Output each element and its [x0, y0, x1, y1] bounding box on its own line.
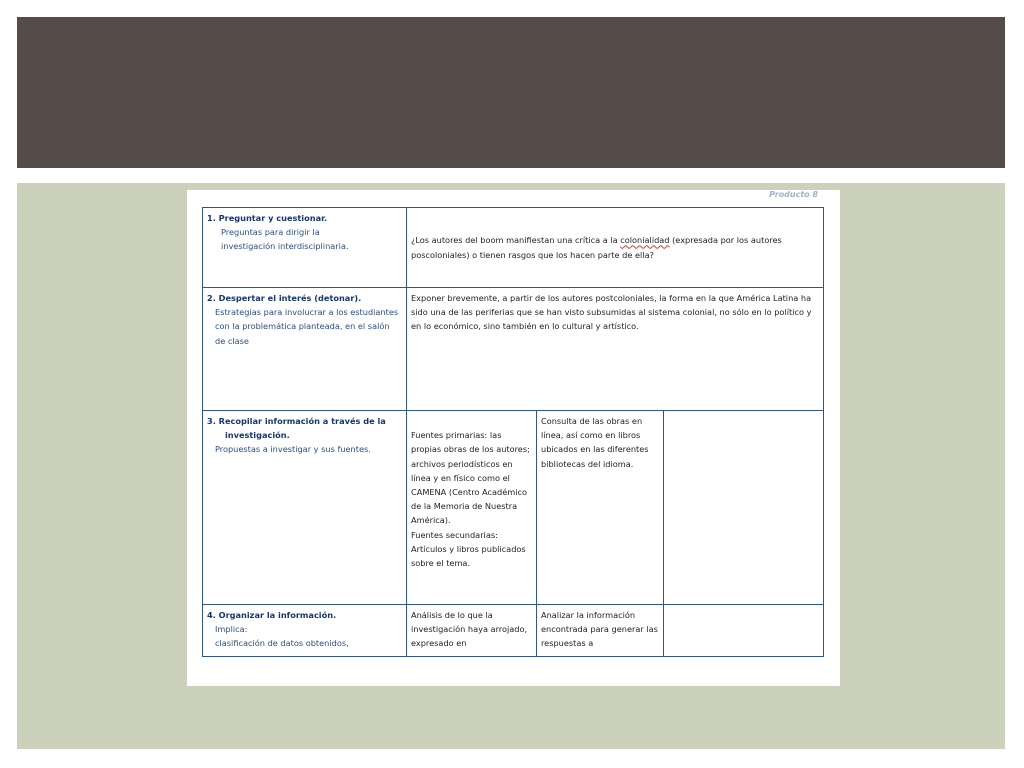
- row1-question-start: ¿Los autores del boom manifiestan una crítica a la: [411, 235, 621, 246]
- row3-title-line-2: investigación.: [225, 430, 290, 441]
- row4-col1-text: Análisis de lo que la investigación haya arrojado, expresado en: [411, 610, 528, 649]
- row3-col2-text: Consulta de las obras en línea, así como en libros ubicados en las diferentes bibliotecas del idioma.: [541, 416, 649, 469]
- planning-table: [202, 207, 824, 657]
- row1-content-cell: [407, 208, 824, 288]
- row4-col2-text: Analizar la información encontrada para generar las respuestas a: [541, 610, 658, 649]
- row3-col2-cell: [537, 411, 664, 605]
- row4-col3-cell: [664, 605, 824, 657]
- row1-subtitle-1: Preguntas para dirigir la: [221, 227, 320, 238]
- row4-subtitle-2: clasificación de datos obtenidos,: [215, 638, 349, 649]
- table-row: [203, 411, 824, 605]
- table-row: [203, 208, 824, 288]
- row1-label-cell: [203, 208, 407, 288]
- row2-content: Exponer brevemente, a partir de los autores postcoloniales, la forma en la que América Latina ha sido una de las periferias que se han visto subsumidas al sistema colonial, no sólo en lo político y en lo económico, sino también en lo cultural y artístico.: [411, 293, 812, 332]
- row1-title: 1. Preguntar y cuestionar.: [207, 213, 328, 223]
- row4-label-cell: [203, 605, 407, 657]
- row4-subtitle-1: Implica:: [215, 624, 248, 635]
- row3-col1-text: Fuentes primarias: las propias obras de los autores; archivos periodísticos en línea y en físico como el CAMENA (Centro Académico de la Memoria de Nuestra América). Fuentes secundarias: Artículos y libros publicados sobre el tema.: [411, 430, 530, 569]
- row3-col3-cell: [664, 411, 824, 605]
- product-label: Producto 8: [769, 190, 818, 199]
- row2-content-cell: [407, 288, 824, 411]
- table-row: [203, 605, 824, 657]
- table-row: [203, 288, 824, 411]
- row1-question-misspelled-word: colonialidad: [620, 235, 670, 246]
- row4-col2-cell: [537, 605, 664, 657]
- row3-label-cell: [203, 411, 407, 605]
- row4-col1-cell: [407, 605, 537, 657]
- row3-col1-cell: [407, 411, 537, 605]
- row4-title: 4. Organizar la información.: [207, 610, 337, 620]
- row2-label-cell: [203, 288, 407, 411]
- row1-subtitle-2: investigación interdisciplinaria.: [221, 241, 349, 252]
- row2-title: 2. Despertar el interés (detonar).: [207, 293, 362, 303]
- row3-title: 3. Recopilar información a través de la: [207, 416, 386, 426]
- title-band: [17, 17, 1005, 168]
- row1-question-end: (expresada por los autores poscoloniales) o tienen rasgos que los hacen parte de ella?: [411, 235, 782, 260]
- row2-subtitle: Estrategias para involucrar a los estudiantes con la problemática planteada, en el salón de clase: [215, 307, 399, 346]
- document-image: [187, 190, 840, 686]
- row3-subtitle: Propuestas a investigar y sus fuentes.: [215, 444, 371, 455]
